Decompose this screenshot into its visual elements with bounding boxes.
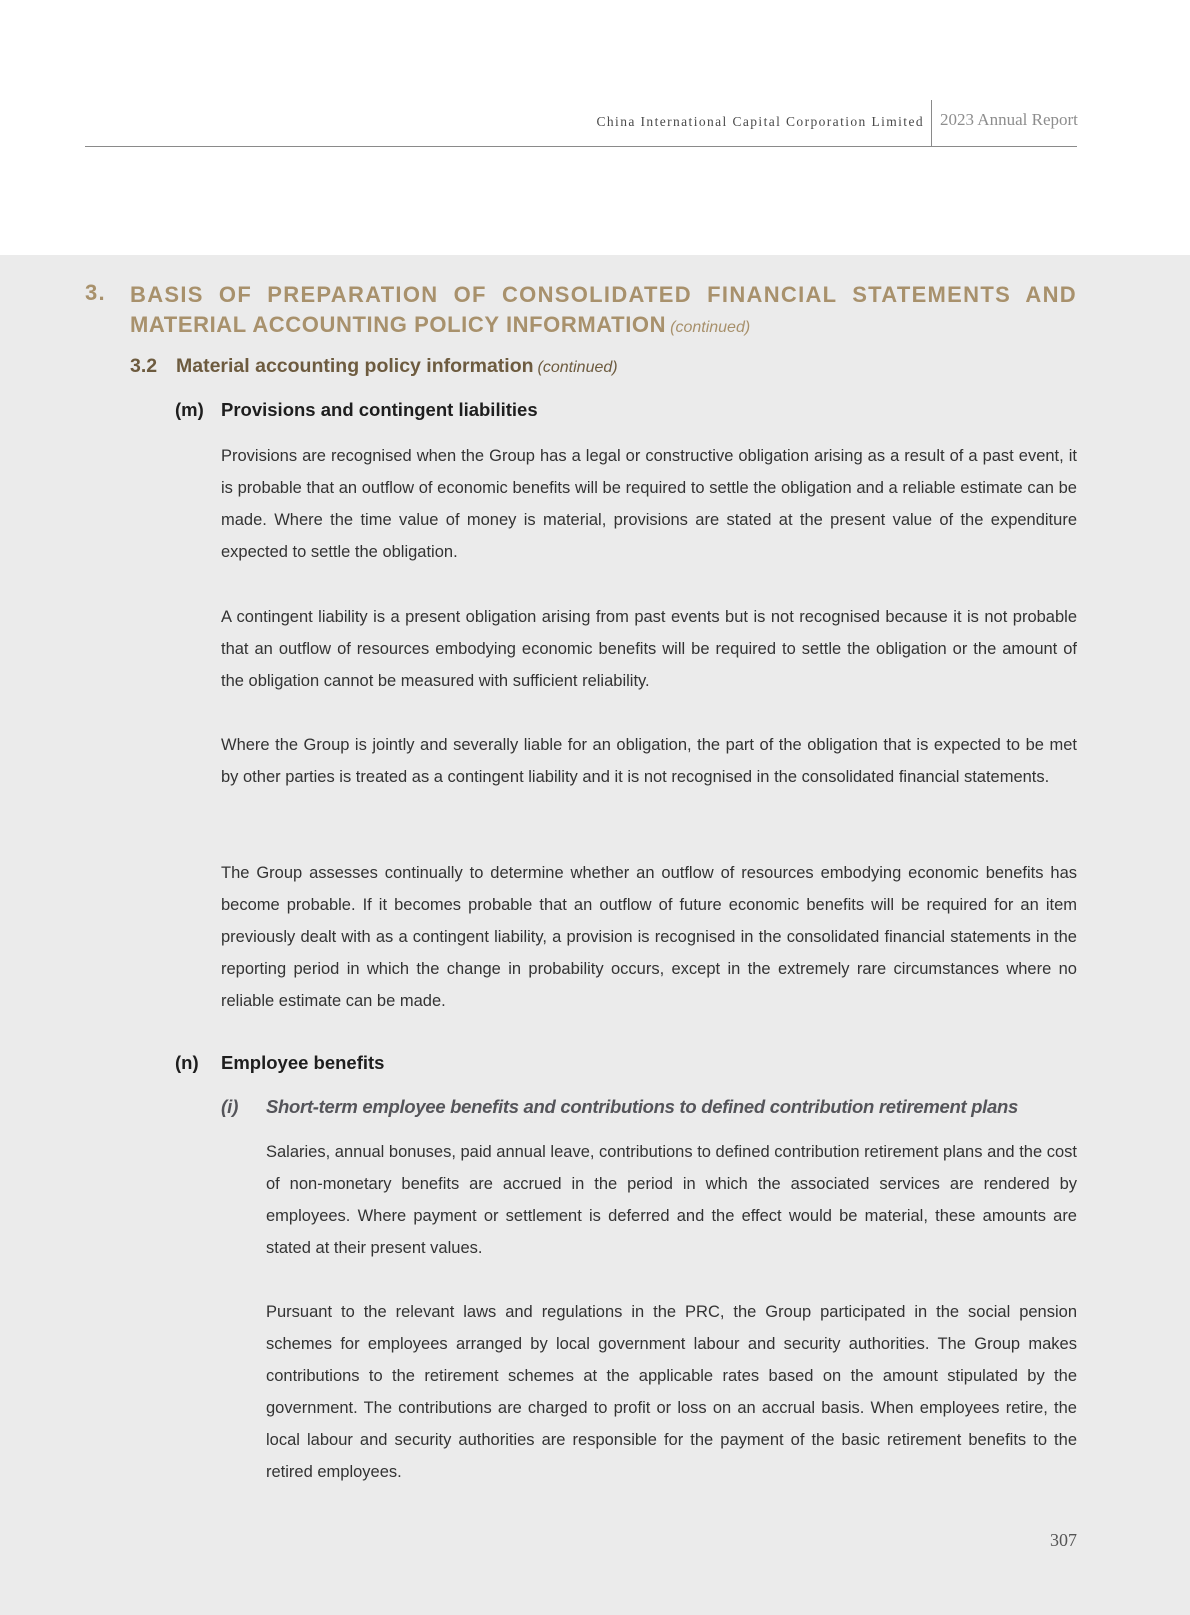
item-n-sub-i-paragraph-2: Pursuant to the relevant laws and regulations in the PRC, the Group participated in the social pension schemes for employees arranged by local government labour and security authorities. The Group makes contributions to the retirement schemes at the applicable rates based on the amount stipulated by the government. The contributions are charged to profit or loss on an accrual basis. When employees retire, the local labour and security authorities are responsible for the payment of the basic retirement benefits to the retired employees. <box>266 1303 1077 1481</box>
item-m-paragraph-2: A contingent liability is a present obligation arising from past events but is not recognised because it is not probable that an outflow of resources embodying economic benefits will be required to settle the obligation or the amount of the obligation cannot be measured with sufficient reliability. <box>221 608 1077 690</box>
header-rule <box>85 146 1077 147</box>
page-number: 307 <box>1050 1530 1077 1550</box>
section-continued: (continued) <box>670 319 751 336</box>
item-n-title: Employee benefits <box>221 1052 385 1073</box>
item-m-paragraph-1: Provisions are recognised when the Group has a legal or constructive obligation arising as a result of a past event, it is probable that an outflow of economic benefits will be required to settle the obligation and a reliable estimate can be made. Where the time value of money is material, provisions are stated at the present value of the expenditure expected to settle the obligation. <box>221 447 1077 561</box>
header-report-title: 2023 Annual Report <box>940 110 1078 129</box>
section-title-line1: BASIS OF PREPARATION OF CONSOLIDATED FINANCIAL STATEMENTS AND <box>130 282 1077 307</box>
item-n-sub-i-paragraph-1: Salaries, annual bonuses, paid annual leave, contributions to defined contribution retirement plans and the cost of non-monetary benefits are accrued in the period in which the associated services are rendered by employees. Where payment or settlement is deferred and the effect would be material, these amounts are stated at their present values. <box>266 1143 1077 1257</box>
item-n-sub-i-title: Short-term employee benefits and contributions to defined contribution retirement plans <box>266 1096 1018 1117</box>
subsection-continued: (continued) <box>537 359 618 376</box>
section-title-line2 <box>130 310 750 343</box>
header-company-name: China International Capital Corporation Limited <box>596 114 924 129</box>
subsection-number: 3.2 <box>130 355 158 377</box>
section-title-line2-text: MATERIAL ACCOUNTING POLICY INFORMATION <box>130 312 667 337</box>
item-m-paragraph-4: The Group assesses continually to determine whether an outflow of resources embodying economic benefits has become probable. If it becomes probable that an outflow of future economic benefits will be required for an item previously dealt with as a contingent liability, a provision is recognised in the consolidated financial statements in the reporting period in which the change in probability occurs, except in the extremely rare circumstances where no reliable estimate can be made. <box>221 864 1077 1010</box>
item-m-label: (m) <box>175 399 204 420</box>
item-m-title: Provisions and contingent liabilities <box>221 399 538 420</box>
subsection-title-text: Material accounting policy information <box>176 355 534 377</box>
item-n-sub-i-label: (i) <box>221 1096 239 1117</box>
item-m-paragraph-3: Where the Group is jointly and severally liable for an obligation, the part of the obligation that is expected to be met by other parties is treated as a contingent liability and it is not recognised in the consolidated financial statements. <box>221 736 1077 786</box>
header-divider <box>931 100 932 146</box>
subsection-title <box>176 355 618 378</box>
item-n-label: (n) <box>175 1052 199 1073</box>
section-number: 3. <box>85 280 106 305</box>
